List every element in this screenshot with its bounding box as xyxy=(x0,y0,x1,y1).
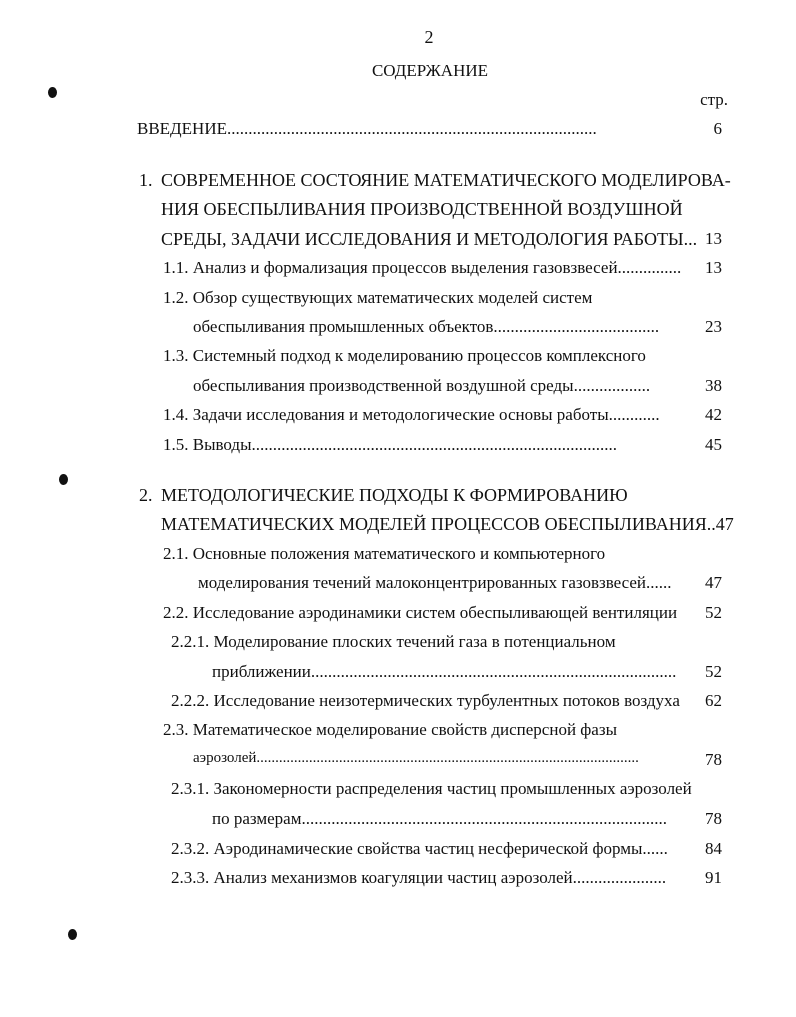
punch-hole-mark xyxy=(59,474,68,485)
chapter-number: 1. xyxy=(139,170,153,190)
toc-entry-text: 2.3.2. Аэродинамические свойства частиц несферической формы...... xyxy=(171,839,668,858)
toc-entry-text: 2.3.3. Анализ механизмов коагуляции частиц аэрозолей...................... xyxy=(171,868,667,887)
toc-entry-page: 42 xyxy=(705,405,722,424)
toc-entry-text: МЕТОДОЛОГИЧЕСКИЕ ПОДХОДЫ К ФОРМИРОВАНИЮ xyxy=(161,485,628,505)
toc-entry-page: 45 xyxy=(705,435,722,454)
toc-entry-text: СОВРЕМЕННОЕ СОСТОЯНИЕ МАТЕМАТИЧЕСКОГО МОДЕЛИРОВА- xyxy=(161,170,731,190)
toc-entry-page: 38 xyxy=(705,376,722,395)
toc-entry-text: приближении...................................................................................... xyxy=(212,662,677,681)
toc-entry-text: 2.2.1. Моделирование плоских течений газа в потенциальном xyxy=(171,632,616,651)
toc-entry-text: НИЯ ОБЕСПЫЛИВАНИЯ ПРОИЗВОДСТВЕННОЙ ВОЗДУШНОЙ xyxy=(161,199,683,219)
toc-entry-text: обеспыливания промышленных объектов....................................... xyxy=(193,317,660,336)
punch-hole-mark xyxy=(48,87,57,98)
toc-title: СОДЕРЖАНИЕ xyxy=(371,61,489,80)
toc-entry-page: 78 xyxy=(705,809,722,828)
toc-entry-text: 2.2.2. Исследование неизотермических турбулентных потоков воздуха xyxy=(171,691,680,710)
toc-entry-page: 13 xyxy=(705,258,722,277)
toc-entry-text: 1.4. Задачи исследования и методологические основы работы............ xyxy=(163,405,660,424)
toc-entry-text: 1.1. Анализ и формализация процессов выделения газовзвесей............... xyxy=(163,258,682,277)
toc-entry-text: 1.5. Выводы...................................................................................... xyxy=(163,435,618,454)
chapter-number: 2. xyxy=(139,485,153,505)
page-number: 2 xyxy=(424,27,434,47)
toc-entry-text: СРЕДЫ, ЗАДАЧИ ИССЛЕДОВАНИЯ И МЕТОДОЛОГИЯ РАБОТЫ... xyxy=(161,229,698,249)
toc-entry-text: 1.3. Системный подход к моделированию процессов комплексного xyxy=(163,346,646,365)
toc-entry-page: 52 xyxy=(705,662,722,681)
toc-entry-text: 2.3. Математическое моделирование свойств дисперсной фазы xyxy=(163,720,617,739)
toc-entry-text: 2.1. Основные положения математического и компьютерного xyxy=(163,544,606,563)
toc-entry-page: 62 xyxy=(705,691,722,710)
toc-entry-page: 52 xyxy=(705,603,722,622)
toc-entry-page: 23 xyxy=(705,317,722,336)
toc-entry-page: 91 xyxy=(705,868,722,887)
toc-entry-text: 1.2. Обзор существующих математических моделей систем xyxy=(163,288,593,307)
punch-hole-mark xyxy=(68,929,77,940)
toc-entry-text: обеспыливания производственной воздушной среды.................. xyxy=(193,376,651,395)
toc-entry-page: 47 xyxy=(705,573,722,592)
toc-entry-page: 84 xyxy=(705,839,722,858)
toc-entry-page: 13 xyxy=(705,229,722,248)
toc-entry-text: моделирования течений малоконцентрированных газовзвесей...... xyxy=(198,573,672,592)
toc-entry-text: ВВЕДЕНИЕ....................................................................................... xyxy=(137,119,597,138)
toc-entry-text: 2.3.1. Закономерности распределения частиц промышленных аэрозолей xyxy=(171,779,692,798)
toc-entry-text: 2.2. Исследование аэродинамики систем обеспыливающей вентиляции xyxy=(163,603,678,622)
toc-entry-text: МАТЕМАТИЧЕСКИХ МОДЕЛЕЙ ПРОЦЕССОВ ОБЕСПЫЛИВАНИЯ..47 xyxy=(161,514,734,534)
toc-entry-text: аэрозолей...................................................................................................... xyxy=(193,750,639,766)
toc-entry-page: 78 xyxy=(705,750,722,769)
page-column-label: стр. xyxy=(700,90,728,109)
toc-entry-page: 6 xyxy=(713,119,722,138)
toc-entry-text: по размерам...................................................................................... xyxy=(212,809,667,828)
